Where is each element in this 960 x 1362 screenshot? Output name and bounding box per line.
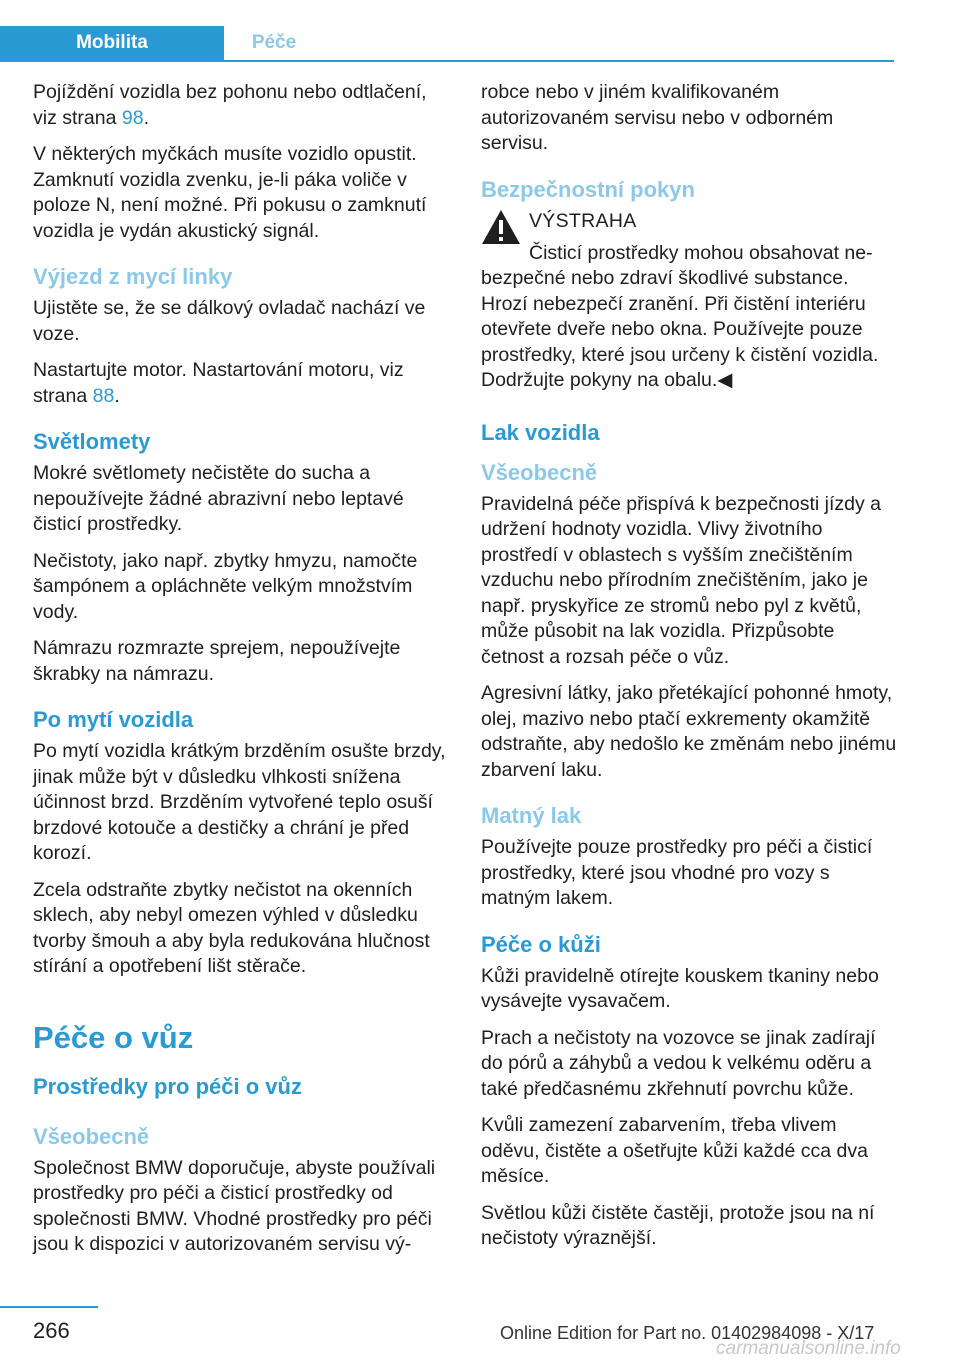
heading-vseobecne: Všeobecně (481, 459, 598, 485)
heading-vyjezd: Výjezd z mycí linky (33, 264, 233, 289)
paragraph: Kůži pravidelně otírejte kouskem tkaniny nebo vysávejte vysavačem. (481, 964, 879, 1012)
paragraph (33, 80, 449, 131)
watermark: carmanualsonline.info (716, 1338, 901, 1359)
left-column (33, 80, 449, 1269)
paragraph: Kvůli zamezení zabarvením, třeba vlivem oděvu, čistěte a ošetřujte kůži každé cca dva měsíce. (481, 1114, 868, 1187)
heading-po-myti: Po mytí vozidla (33, 707, 194, 732)
edition-text: Online Edition for Part no. 01402984098 - X/17 (500, 1323, 875, 1343)
heading-bezpecnostni-pokyn: Bezpečnostní pokyn (481, 176, 695, 202)
warning-text-first: Čisticí prostředky mohou obsahovat ne- (529, 241, 873, 264)
heading-prostredky: Prostředky pro péči o vůz (33, 1073, 302, 1099)
paragraph: Prach a nečistoty na vozovce se jinak zadírají do pórů a záhybů a vedou k velkému oděru a také předčasnému zkřehnutí povrchu kůže. (481, 1026, 876, 1100)
page-number: 266 (33, 1318, 70, 1343)
paragraph-end: . (114, 384, 120, 407)
paragraph: Společnost BMW doporučuje, abyste používali prostředky pro péči a čisticí prostředky od společnosti BMW. Vhodné prostředky pro péči jsou k dispozici v autorizovaném servisu vý- (33, 1156, 436, 1255)
heading-svetlomety: Světlomety (33, 429, 151, 454)
paragraph: Ujistěte se, že se dálkový ovladač nachází ve voze. (33, 297, 426, 345)
paragraph: Zcela odstraňte zbytky nečistot na okenních sklech, aby nebyl omezen výhled v důsledku tvorby šmouh a aby byla redukována hlučnost stírání a opotřebení lišt stěrače. (33, 878, 430, 977)
heading-pece-o-vuz: Péče o vůz (33, 1019, 194, 1055)
warning-triangle-icon (481, 209, 521, 245)
warning-box (481, 209, 897, 394)
paragraph (33, 358, 449, 409)
paragraph: Používejte pouze prostředky pro péči a čisticí prostředky, které jsou vhodné pro vozy s matným lakem. (481, 836, 873, 909)
paragraph-text: Pojíždění vozidla bez pohonu nebo odtlačení, viz strana (33, 81, 427, 129)
right-column (481, 80, 897, 1263)
paragraph: Nečistoty, jako např. zbytky hmyzu, namočte šampónem a opláchněte velkým množstvím vody. (33, 549, 418, 623)
heading-matny-lak: Matný lak (481, 803, 582, 828)
header-tabs (0, 26, 894, 62)
paragraph: Pravidelná péče přispívá k bezpečnosti jízdy a udržení hodnoty vozidla. Vlivy životního prostředí v oblastech s vyšším znečištěním vzduchu nebo přírodním znečištěním, jako je např. pryskyřice ze stromů nebo pyl z květů, může působit na lak vozidla. Přizpůsobte četnost a rozsah péče o vůz. (481, 492, 881, 668)
heading-vseobecne: Všeobecně (33, 1123, 150, 1149)
warning-title: VÝSTRAHA (529, 209, 637, 232)
paragraph: Mokré světlomety nečistěte do sucha a nepoužívejte žádné abrazivní nebo leptavé čisticí prostředky. (33, 462, 404, 535)
warning-head (481, 209, 897, 239)
warning-text: bezpečné nebo zdraví škodlivé substance. Hrozí nebezpečí zranění. Při čistění interiéru otevřete dveře nebo okna. Používejte pouze prostředky, které jsou určeny k čistění vozidla. Dodržujte pokyny na obalu.◀ (481, 267, 879, 391)
paragraph: Námrazu rozmrazte sprejem, nepoužívejte škrabky na námrazu. (33, 637, 401, 685)
paragraph-text: Nastartujte motor. Nastartování motoru, viz strana (33, 359, 404, 407)
paragraph: V některých myčkách musíte vozidlo opustit. Zamknutí vozidla zvenku, je-li páka voliče v poloze N, není možné. Při pokusu o zamknutí vozidla je vydán akustický signál. (33, 143, 427, 242)
header-divider (0, 60, 894, 62)
paragraph: Po mytí vozidla krátkým brzděním osušte brzdy, jinak může být v důsledku vlhkosti snížena účinnost brzd. Brzděním vytvořené teplo osuší brzdové kotouče a destičky a chrání je před korozí. (33, 740, 446, 864)
heading-lak-vozidla: Lak vozidla (481, 419, 600, 445)
tab-pece[interactable]: Péče (251, 32, 297, 53)
paragraph: robce nebo v jiném kvalifikovaném autorizovaném servisu nebo v odborném servisu. (481, 81, 834, 154)
footer-divider (0, 1306, 98, 1308)
page-link-98[interactable]: 98 (121, 106, 144, 129)
paragraph: Agresivní látky, jako přetékající pohonné hmoty, olej, mazivo nebo ptačí exkrementy okamžitě odstraňte, aby nedošlo ke změnám nebo jinému zbarvení laku. (481, 682, 897, 781)
page-link-88[interactable]: 88 (92, 384, 115, 407)
heading-pece-o-kuzi: Péče o kůži (481, 931, 601, 957)
paragraph: Světlou kůži čistěte častěji, protože jsou na ní nečistoty výraznější. (481, 1201, 875, 1249)
tab-mobilita[interactable]: Mobilita (0, 26, 224, 60)
paragraph-end: . (143, 106, 149, 129)
